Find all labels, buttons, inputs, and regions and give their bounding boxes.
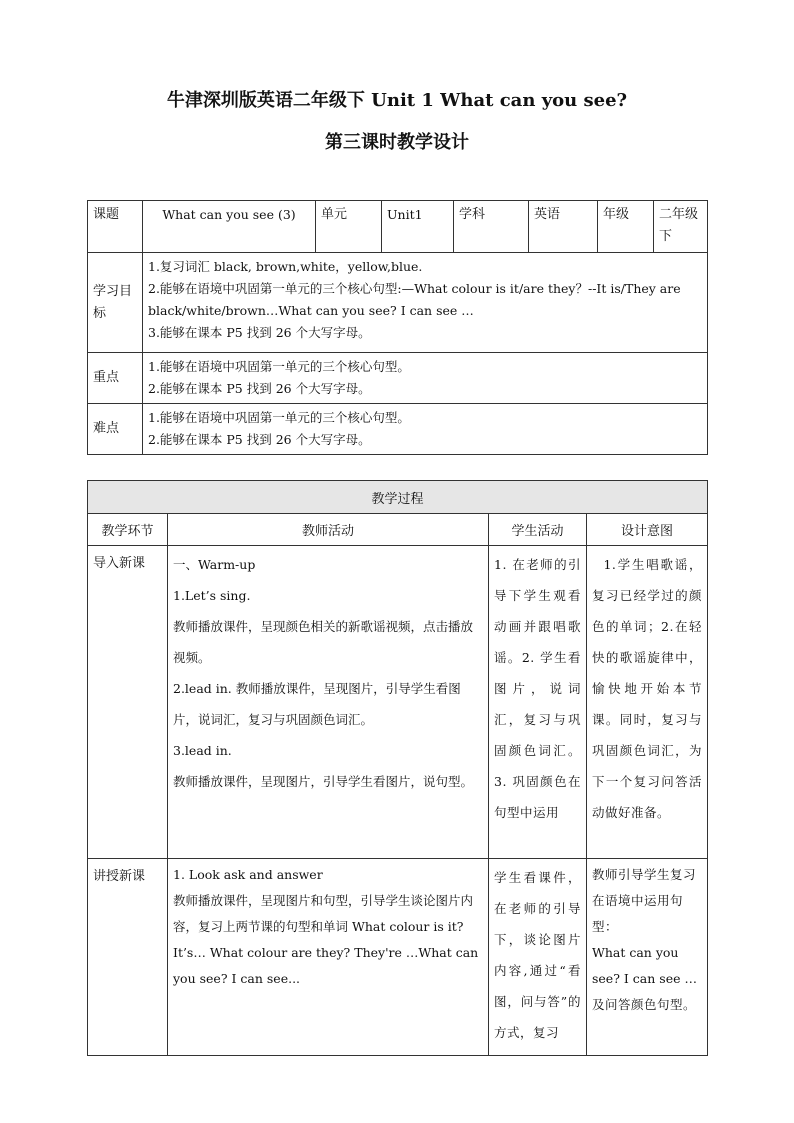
teacher-line: 一、Warm-up	[173, 557, 256, 572]
teacher-line: 3.lead in.	[173, 743, 232, 758]
student-activity-text: 学生看课件，在老师的引导下，谈论图片内容,通过“看图，问与答”的方式，复习	[494, 870, 581, 1040]
key-point-item: 1.能够在语境中巩固第一单元的三个核心句型。	[148, 359, 410, 374]
objective-item: 1.复习词汇 black, brown,white，yellow,blue.	[148, 259, 423, 274]
key-points-label: 重点	[88, 353, 143, 404]
course-value: What can you see (3)	[143, 201, 316, 253]
table-row	[88, 546, 708, 859]
process-banner: 教学过程	[88, 481, 708, 514]
stage-cell: 讲授新课	[88, 859, 168, 1056]
unit-label: 单元	[316, 201, 382, 253]
objective-item: 3.能够在课本 P5 找到 26 个大写字母。	[148, 325, 371, 340]
subject-value: 英语	[529, 201, 598, 253]
student-activity-text: 1. 在老师的引导下学生观看动画并跟唱歌谣。2. 学生看图片，说词汇，复习与巩固颜色词汇。3. 巩固颜色在句型中运用	[494, 557, 581, 820]
design-intent-cell	[587, 546, 708, 859]
header-student: 学生活动	[489, 514, 587, 546]
teacher-line: 2.lead in. 教师播放课件，呈现图片，引导学生看图片，说词汇，复习与巩固颜色词汇。	[173, 681, 461, 727]
teacher-line: 1. Look ask and answer	[173, 867, 323, 882]
objectives-label: 学习目标	[88, 253, 143, 353]
teacher-line: 1.Let’s sing.	[173, 588, 251, 603]
design-intent-line: 教师引导学生复习在语境中运用句型：	[592, 867, 697, 934]
teacher-line: 教师播放课件，呈现图片，引导学生看图片，说句型。	[173, 774, 474, 789]
difficulty-item: 2.能够在课本 P5 找到 26 个大写字母。	[148, 432, 371, 447]
table-row	[88, 859, 708, 1056]
student-activity-cell	[489, 546, 587, 859]
unit-value: Unit1	[382, 201, 454, 253]
header-intent: 设计意图	[587, 514, 708, 546]
difficulties-cell	[143, 404, 708, 455]
teacher-activity-cell	[168, 859, 489, 1056]
design-intent-text: 1.学生唱歌谣，复习已经学过的颜色的单词；2.在轻快的歌谣旋律中，愉快地开始本节课。同时，复习与巩固颜色词汇，为下一个复习问答活动做好准备。	[592, 557, 703, 820]
subject-label: 学科	[454, 201, 529, 253]
header-stage: 教学环节	[88, 514, 168, 546]
key-points-cell	[143, 353, 708, 404]
difficulty-item: 1.能够在语境中巩固第一单元的三个核心句型。	[148, 410, 410, 425]
course-label: 课题	[88, 201, 143, 253]
objective-item: 2.能够在语境中巩固第一单元的三个核心句型:—What colour is it/are they？--It is/They are black/white/brown…What can you see? I can see …	[148, 281, 681, 318]
design-intent-line: What can you see? I can see …	[592, 945, 697, 986]
teaching-process-table	[87, 480, 708, 1056]
lesson-info-table	[87, 200, 708, 455]
stage-cell: 导入新课	[88, 546, 168, 859]
design-intent-cell	[587, 859, 708, 1056]
design-intent-line: 及问答颜色句型。	[592, 997, 697, 1012]
teacher-line: 教师播放课件，呈现颜色相关的新歌谣视频，点击播放视频。	[173, 619, 474, 665]
objectives-cell	[143, 253, 708, 353]
key-point-item: 2.能够在课本 P5 找到 26 个大写字母。	[148, 381, 371, 396]
grade-label: 年级	[598, 201, 654, 253]
document-title: 牛津深圳版英语二年级下 Unit 1 What can you see?	[166, 90, 628, 111]
header-teacher: 教师活动	[168, 514, 489, 546]
difficulties-label: 难点	[88, 404, 143, 455]
document-subtitle: 第三课时教学设计	[325, 132, 469, 153]
teacher-activity-cell	[168, 546, 489, 859]
teacher-line: 教师播放课件，呈现图片和句型，引导学生谈论图片内容，复习上两节课的句型和单词 What colour is it? It’s… What colour are they? They're …What can you see? I can see...	[173, 893, 479, 986]
student-activity-cell	[489, 859, 587, 1056]
grade-value: 二年级下	[654, 201, 708, 253]
